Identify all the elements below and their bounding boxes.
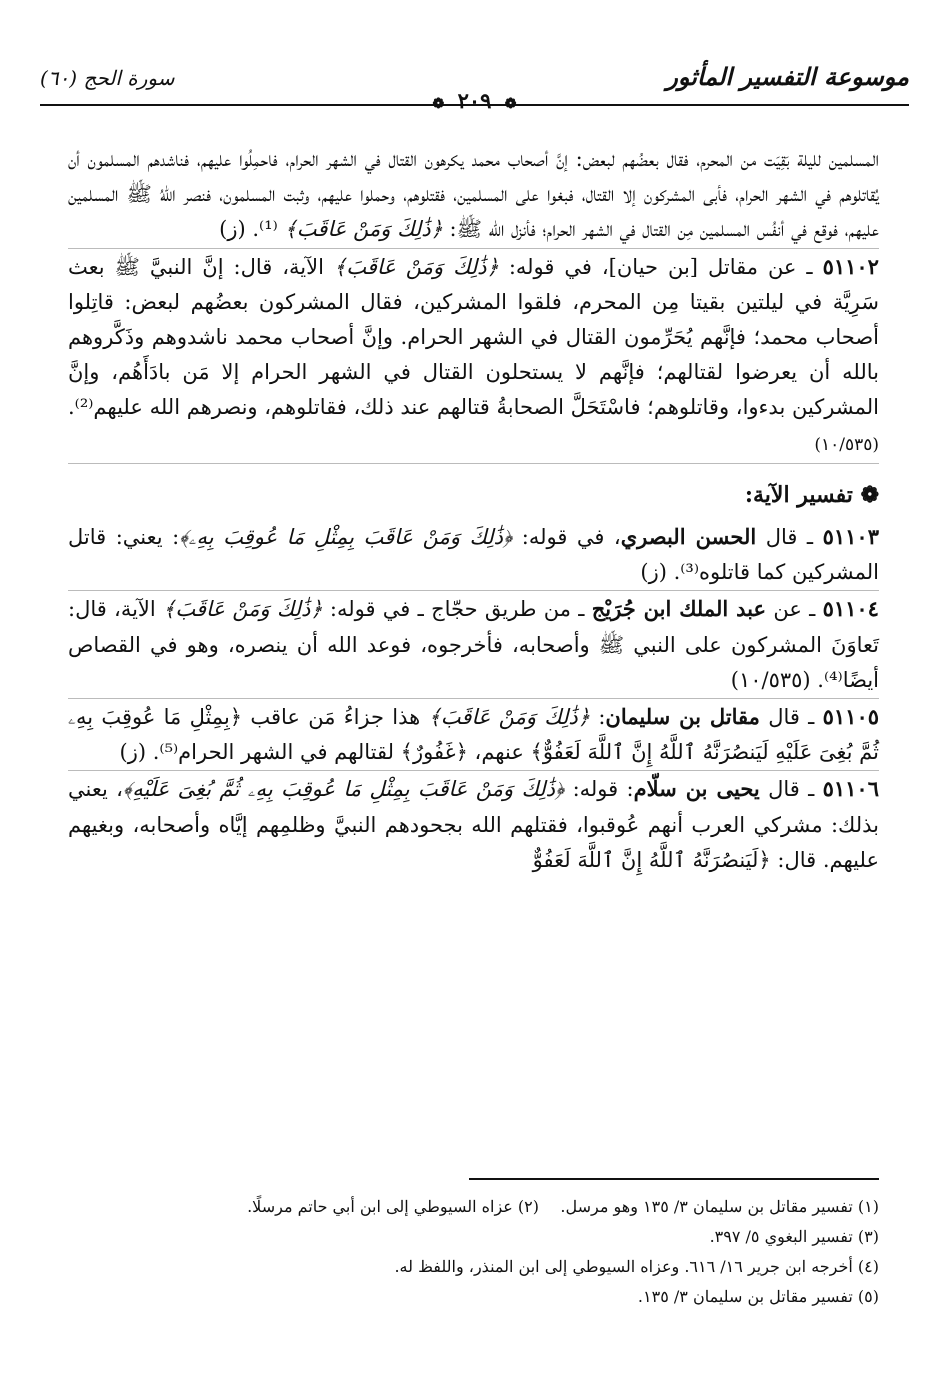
entry-text: الآية، قال: تَعاوَنَ المشركون على النبي ﷺ وأصحابه، فأخرجوه، فوعد الله أن ينصره، وهو في القصاص أيضًا⁽⁴⁾. (١٠/٥٣٥) [68, 597, 879, 692]
paragraph-tail: ⁽¹⁾. (ز) [219, 217, 278, 242]
entry-text: هذا جزاءُ مَن عاقب ﴿بِمِثْلِ مَا عُوقِبَ بِهِۦ ثُمَّ بُغِىَ عَلَيْهِ لَيَنصُرَنَّهُ ٱللَّهُ إِنَّ ٱللَّهَ لَعَفُوٌّ﴾ عنهم، ﴿غَفُورٌ﴾ لقتالهم في الشهر الحرام⁽⁵⁾. (ز) [68, 705, 879, 765]
main-text [68, 142, 879, 878]
footnote: (٤) أخرجه ابن جرير ١٦/ ٦١٦. وعزاه السيوطي إلى ابن المنذر، واللفظ له. [394, 1257, 879, 1276]
narrator-name: مقاتل بن سليمان [605, 704, 760, 730]
narrator-name: يحيى بن سلّام [633, 776, 760, 802]
surah-label: سورة الحج (٦٠) [40, 66, 175, 90]
quran-quote: ﴿ذَٰلِكَ وَمَنْ عَاقَبَ﴾ [333, 254, 499, 279]
footnotes [68, 1192, 879, 1312]
flower-icon: ❁ [860, 481, 879, 508]
ornament-icon: ❁ [504, 96, 517, 112]
entry-number: ٥١١٠٢ [822, 253, 879, 279]
paragraph-text: المسلمين لليلة بَقِيَت من المحرم، فقال بعضُهم لبعض: إنَّ أصحاب محمد يكرهون القتال في الشهر الحرام، فاحمِلُوا عليهم، فناشدهم المسلمون أن يُقاتلوهم في الشهر الحرام، فأبى المشركون إلا القتال، فبغوا على المسلمين، فقتلوهم، وحملوا عليهم، وثبت المسلمون، فنصر اللهُ ﷺ المسلمين عليهم، فوقع في أنفُس المسلمين مِن القتال في الشهر الحرام؛ فأنزل الله ﷺ: [68, 147, 879, 242]
entry-number: ٥١١٠٤ [822, 596, 879, 622]
quran-quote: ﴿ذَٰلِكَ وَمَنْ عَاقَبَ﴾ [163, 597, 323, 622]
entry-51104 [68, 590, 879, 698]
entry-mid: : قوله: [572, 777, 634, 802]
entry-mid: ، في قوله: [521, 525, 621, 550]
paragraph-continued [68, 142, 879, 248]
narrator-name: الحسن البصري [620, 524, 757, 550]
entry-number: ٥١١٠٦ [822, 776, 879, 802]
entry-lead: ـ قال [768, 777, 815, 802]
section-heading [68, 463, 879, 519]
entry-51103 [68, 519, 879, 590]
narrator-name: عبد الملك ابن جُرَيْج [591, 596, 767, 622]
quran-quote: ﴿ذَٰلِكَ وَمَنْ عَاقَبَ بِمِثْلِ مَا عُوقِبَ بِهِۦ﴾ [179, 525, 513, 550]
page-number: ٢٠٩ [457, 88, 492, 113]
entry-mid: : [598, 705, 606, 730]
footnote: (٥) تفسير مقاتل بن سليمان ٣/ ١٣٥. [637, 1287, 879, 1306]
volume-ref: (١٠/٥٣٥) [814, 434, 879, 455]
entry-text: الآية، قال: إنَّ النبيَّ ﷺ بعث سَرِيَّة في ليلتين بقيتا مِن المحرم، فلقوا المشركين، فقال المشركون بعضُهم لبعض: قاتِلوا أصحاب محمد؛ فإنَّهم يُحَرِّمون القتال في الشهر الحرام. وإنَّ أصحاب محمد ناشدوهم وذَكَّروهم بالله أن يعرضوا لقتالهم؛ فإنَّهم لا يستحلون القتال في الشهر الحرام إلا مَن بادَأَهُم، وإنَّ المشركين بدءوا، وقاتلوهم؛ فاسْتَحَلَّ الصحابةُ قتالهم عند ذلك، فقاتلوهم، ونصرهم الله عليهم⁽²⁾. [68, 254, 879, 420]
ornament-icon: ❁ [432, 96, 445, 112]
entry-number: ٥١١٠٥ [822, 704, 880, 730]
entry-text: ، يعني بذلك: مشركي العرب أنهم عُوقبوا، فقتلهم الله بجحودهم النبيَّ وظلمِهم إيَّاه وأصحابه، وبغيهم عليهم. قال: ﴿لَيَنصُرَنَّهُ ٱللَّهُ إِنَّ ٱللَّهَ لَعَفُوٌّ [68, 777, 879, 872]
entry-51105 [68, 698, 879, 770]
footnote-rule [469, 1178, 879, 1180]
entry-number: ٥١١٠٣ [822, 524, 879, 550]
page-number-row [0, 88, 949, 113]
entry-lead: ـ عن مقاتل [بن حيان]، في قوله: [508, 254, 813, 279]
entry-text: : يعني: قاتل المشركين كما قاتلوه⁽³⁾. (ز) [68, 525, 879, 585]
entry-lead: ـ قال [765, 525, 814, 550]
quran-quote: ﴿ذَٰلِكَ وَمَنْ عَاقَبَ﴾ [428, 705, 591, 730]
footnote: (٢) عزاه السيوطي إلى ابن أبي حاتم مرسلًا. [247, 1197, 539, 1216]
footnote: (٣) تفسير البغوي ٥/ ٣٩٧. [709, 1227, 879, 1246]
quran-quote: ﴿ذَٰلِكَ وَمَنْ عَاقَبَ بِمِثْلِ مَا عُوقِبَ بِهِۦ ثُمَّ بُغِىَ عَلَيْهِ﴾ [122, 777, 565, 802]
footnote: (١) تفسير مقاتل بن سليمان ٣/ ١٣٥ وهو مرسل. [560, 1197, 879, 1216]
entry-lead: ـ عن [773, 597, 816, 622]
entry-mid: ـ من طريق حجّاج ـ في قوله: [329, 597, 585, 622]
quran-quote: ﴿ذَٰلِكَ وَمَنْ عَاقَبَ﴾ [284, 217, 443, 242]
book-title: موسوعة التفسير المأثور [666, 62, 909, 91]
entry-lead: ـ قال [768, 705, 815, 730]
entry-51106 [68, 770, 879, 878]
footnote-row [68, 1192, 879, 1222]
entry-51102 [68, 248, 879, 463]
section-title: تفسير الآية: [744, 481, 853, 508]
